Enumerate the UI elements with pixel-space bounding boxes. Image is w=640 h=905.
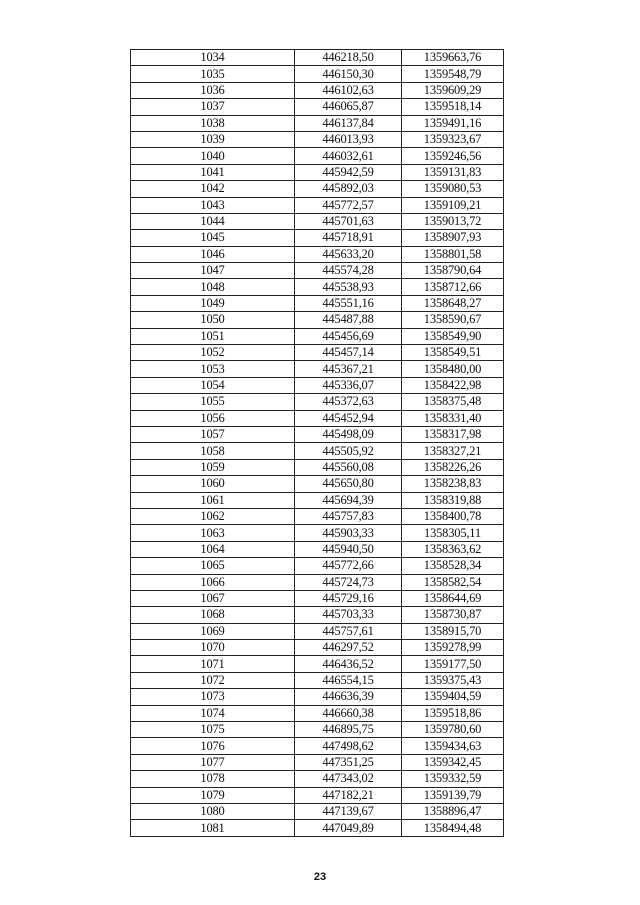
table-row: [131, 705, 504, 721]
y-coordinate-cell: 1359278,99: [402, 640, 504, 656]
y-coordinate-cell: 1358375,48: [402, 394, 504, 410]
x-coordinate-cell: 445498,09: [295, 426, 402, 442]
page-number: 23: [313, 871, 327, 883]
table-row: [131, 820, 504, 836]
point-number-cell: 1080: [131, 803, 295, 819]
y-coordinate-cell: 1358363,62: [402, 541, 504, 557]
x-coordinate-cell: 446436,52: [295, 656, 402, 672]
table-row: [131, 246, 504, 262]
table-row: [131, 607, 504, 623]
point-number-cell: 1063: [131, 525, 295, 541]
table-row: [131, 656, 504, 672]
y-coordinate-cell: 1359177,50: [402, 656, 504, 672]
y-coordinate-cell: 1358238,83: [402, 476, 504, 492]
point-number-cell: 1067: [131, 590, 295, 606]
point-number-cell: 1076: [131, 738, 295, 754]
point-number-cell: 1056: [131, 410, 295, 426]
table-row: [131, 574, 504, 590]
table-row: [131, 443, 504, 459]
x-coordinate-cell: 446065,87: [295, 99, 402, 115]
y-coordinate-cell: 1359780,60: [402, 722, 504, 738]
x-coordinate-cell: 446137,84: [295, 115, 402, 131]
x-coordinate-cell: 445633,20: [295, 246, 402, 262]
point-number-cell: 1062: [131, 508, 295, 524]
point-number-cell: 1064: [131, 541, 295, 557]
point-number-cell: 1038: [131, 115, 295, 131]
point-number-cell: 1060: [131, 476, 295, 492]
x-coordinate-cell: 445942,59: [295, 164, 402, 180]
point-number-cell: 1077: [131, 754, 295, 770]
y-coordinate-cell: 1358590,67: [402, 312, 504, 328]
y-coordinate-cell: 1358730,87: [402, 607, 504, 623]
point-number-cell: 1081: [131, 820, 295, 836]
y-coordinate-cell: 1359013,72: [402, 213, 504, 229]
table-row: [131, 181, 504, 197]
table-row: [131, 492, 504, 508]
y-coordinate-cell: 1359332,59: [402, 771, 504, 787]
table-row: [131, 722, 504, 738]
table-row: [131, 164, 504, 180]
point-number-cell: 1057: [131, 426, 295, 442]
table-row: [131, 803, 504, 819]
y-coordinate-cell: 1358648,27: [402, 295, 504, 311]
point-number-cell: 1073: [131, 689, 295, 705]
y-coordinate-cell: 1358549,90: [402, 328, 504, 344]
point-number-cell: 1041: [131, 164, 295, 180]
y-coordinate-cell: 1358305,11: [402, 525, 504, 541]
table-row: [131, 345, 504, 361]
point-number-cell: 1058: [131, 443, 295, 459]
x-coordinate-cell: 447049,89: [295, 820, 402, 836]
y-coordinate-cell: 1359548,79: [402, 66, 504, 82]
point-number-cell: 1079: [131, 787, 295, 803]
table-row: [131, 787, 504, 803]
x-coordinate-cell: 445372,63: [295, 394, 402, 410]
y-coordinate-cell: 1358480,00: [402, 361, 504, 377]
y-coordinate-cell: 1358907,93: [402, 230, 504, 246]
x-coordinate-cell: 445650,80: [295, 476, 402, 492]
table-row: [131, 558, 504, 574]
point-number-cell: 1052: [131, 345, 295, 361]
y-coordinate-cell: 1359131,83: [402, 164, 504, 180]
x-coordinate-cell: 446554,15: [295, 672, 402, 688]
point-number-cell: 1055: [131, 394, 295, 410]
table-row: [131, 66, 504, 82]
table-row: [131, 541, 504, 557]
x-coordinate-cell: 447139,67: [295, 803, 402, 819]
table-row: [131, 99, 504, 115]
x-coordinate-cell: 445772,66: [295, 558, 402, 574]
x-coordinate-cell: 447351,25: [295, 754, 402, 770]
table-row: [131, 476, 504, 492]
y-coordinate-cell: 1359434,63: [402, 738, 504, 754]
table-row: [131, 525, 504, 541]
y-coordinate-cell: 1358644,69: [402, 590, 504, 606]
y-coordinate-cell: 1359518,14: [402, 99, 504, 115]
point-number-cell: 1074: [131, 705, 295, 721]
y-coordinate-cell: 1358712,66: [402, 279, 504, 295]
x-coordinate-cell: 445940,50: [295, 541, 402, 557]
y-coordinate-cell: 1358528,34: [402, 558, 504, 574]
table-row: [131, 230, 504, 246]
point-number-cell: 1068: [131, 607, 295, 623]
point-number-cell: 1046: [131, 246, 295, 262]
table-row: [131, 623, 504, 639]
y-coordinate-cell: 1359491,16: [402, 115, 504, 131]
x-coordinate-cell: 446660,38: [295, 705, 402, 721]
point-number-cell: 1044: [131, 213, 295, 229]
table-row: [131, 377, 504, 393]
point-number-cell: 1078: [131, 771, 295, 787]
y-coordinate-cell: 1358331,40: [402, 410, 504, 426]
point-number-cell: 1065: [131, 558, 295, 574]
table-row: [131, 197, 504, 213]
y-coordinate-cell: 1359109,21: [402, 197, 504, 213]
y-coordinate-cell: 1358896,47: [402, 803, 504, 819]
x-coordinate-cell: 445487,88: [295, 312, 402, 328]
x-coordinate-cell: 445367,21: [295, 361, 402, 377]
x-coordinate-cell: 445701,63: [295, 213, 402, 229]
x-coordinate-cell: 445718,91: [295, 230, 402, 246]
point-number-cell: 1034: [131, 50, 295, 66]
y-coordinate-cell: 1358582,54: [402, 574, 504, 590]
x-coordinate-cell: 445703,33: [295, 607, 402, 623]
x-coordinate-cell: 446218,50: [295, 50, 402, 66]
y-coordinate-cell: 1358226,26: [402, 459, 504, 475]
y-coordinate-cell: 1359246,56: [402, 148, 504, 164]
y-coordinate-cell: 1359663,76: [402, 50, 504, 66]
x-coordinate-cell: 447343,02: [295, 771, 402, 787]
point-number-cell: 1049: [131, 295, 295, 311]
y-coordinate-cell: 1359342,45: [402, 754, 504, 770]
y-coordinate-cell: 1358317,98: [402, 426, 504, 442]
x-coordinate-cell: 445457,14: [295, 345, 402, 361]
x-coordinate-cell: 446636,39: [295, 689, 402, 705]
point-number-cell: 1070: [131, 640, 295, 656]
table-row: [131, 459, 504, 475]
coordinates-table: [130, 49, 504, 837]
point-number-cell: 1072: [131, 672, 295, 688]
point-number-cell: 1043: [131, 197, 295, 213]
x-coordinate-cell: 446297,52: [295, 640, 402, 656]
table-row: [131, 263, 504, 279]
y-coordinate-cell: 1358790,64: [402, 263, 504, 279]
y-coordinate-cell: 1358915,70: [402, 623, 504, 639]
table-row: [131, 426, 504, 442]
table-row: [131, 213, 504, 229]
x-coordinate-cell: 445757,61: [295, 623, 402, 639]
x-coordinate-cell: 445892,03: [295, 181, 402, 197]
point-number-cell: 1047: [131, 263, 295, 279]
x-coordinate-cell: 445456,69: [295, 328, 402, 344]
table-row: [131, 295, 504, 311]
coordinates-table-body: [131, 50, 504, 837]
table-row: [131, 115, 504, 131]
x-coordinate-cell: 445757,83: [295, 508, 402, 524]
point-number-cell: 1042: [131, 181, 295, 197]
point-number-cell: 1075: [131, 722, 295, 738]
x-coordinate-cell: 445903,33: [295, 525, 402, 541]
point-number-cell: 1037: [131, 99, 295, 115]
table-row: [131, 328, 504, 344]
x-coordinate-cell: 447182,21: [295, 787, 402, 803]
x-coordinate-cell: 446013,93: [295, 131, 402, 147]
x-coordinate-cell: 445729,16: [295, 590, 402, 606]
point-number-cell: 1059: [131, 459, 295, 475]
point-number-cell: 1048: [131, 279, 295, 295]
table-row: [131, 689, 504, 705]
y-coordinate-cell: 1359323,67: [402, 131, 504, 147]
y-coordinate-cell: 1358422,98: [402, 377, 504, 393]
point-number-cell: 1054: [131, 377, 295, 393]
table-row: [131, 754, 504, 770]
y-coordinate-cell: 1359609,29: [402, 82, 504, 98]
x-coordinate-cell: 445560,08: [295, 459, 402, 475]
point-number-cell: 1066: [131, 574, 295, 590]
x-coordinate-cell: 447498,62: [295, 738, 402, 754]
x-coordinate-cell: 446032,61: [295, 148, 402, 164]
point-number-cell: 1036: [131, 82, 295, 98]
point-number-cell: 1051: [131, 328, 295, 344]
table-row: [131, 672, 504, 688]
y-coordinate-cell: 1359518,86: [402, 705, 504, 721]
y-coordinate-cell: 1359375,43: [402, 672, 504, 688]
x-coordinate-cell: 445724,73: [295, 574, 402, 590]
x-coordinate-cell: 446895,75: [295, 722, 402, 738]
y-coordinate-cell: 1358327,21: [402, 443, 504, 459]
y-coordinate-cell: 1358549,51: [402, 345, 504, 361]
point-number-cell: 1061: [131, 492, 295, 508]
point-number-cell: 1053: [131, 361, 295, 377]
point-number-cell: 1069: [131, 623, 295, 639]
table-row: [131, 508, 504, 524]
x-coordinate-cell: 445551,16: [295, 295, 402, 311]
table-row: [131, 312, 504, 328]
table-row: [131, 148, 504, 164]
table-row: [131, 279, 504, 295]
table-row: [131, 50, 504, 66]
x-coordinate-cell: 445574,28: [295, 263, 402, 279]
table-row: [131, 394, 504, 410]
table-row: [131, 361, 504, 377]
x-coordinate-cell: 445538,93: [295, 279, 402, 295]
point-number-cell: 1039: [131, 131, 295, 147]
y-coordinate-cell: 1358494,48: [402, 820, 504, 836]
x-coordinate-cell: 445772,57: [295, 197, 402, 213]
table-row: [131, 590, 504, 606]
table-row: [131, 410, 504, 426]
table-row: [131, 82, 504, 98]
table-row: [131, 640, 504, 656]
y-coordinate-cell: 1358319,88: [402, 492, 504, 508]
y-coordinate-cell: 1358400,78: [402, 508, 504, 524]
point-number-cell: 1050: [131, 312, 295, 328]
x-coordinate-cell: 445336,07: [295, 377, 402, 393]
x-coordinate-cell: 445505,92: [295, 443, 402, 459]
x-coordinate-cell: 445452,94: [295, 410, 402, 426]
x-coordinate-cell: 446150,30: [295, 66, 402, 82]
x-coordinate-cell: 445694,39: [295, 492, 402, 508]
point-number-cell: 1035: [131, 66, 295, 82]
y-coordinate-cell: 1359080,53: [402, 181, 504, 197]
y-coordinate-cell: 1359404,59: [402, 689, 504, 705]
table-row: [131, 131, 504, 147]
table-row: [131, 738, 504, 754]
y-coordinate-cell: 1359139,79: [402, 787, 504, 803]
table-row: [131, 771, 504, 787]
x-coordinate-cell: 446102,63: [295, 82, 402, 98]
point-number-cell: 1045: [131, 230, 295, 246]
point-number-cell: 1071: [131, 656, 295, 672]
point-number-cell: 1040: [131, 148, 295, 164]
y-coordinate-cell: 1358801,58: [402, 246, 504, 262]
